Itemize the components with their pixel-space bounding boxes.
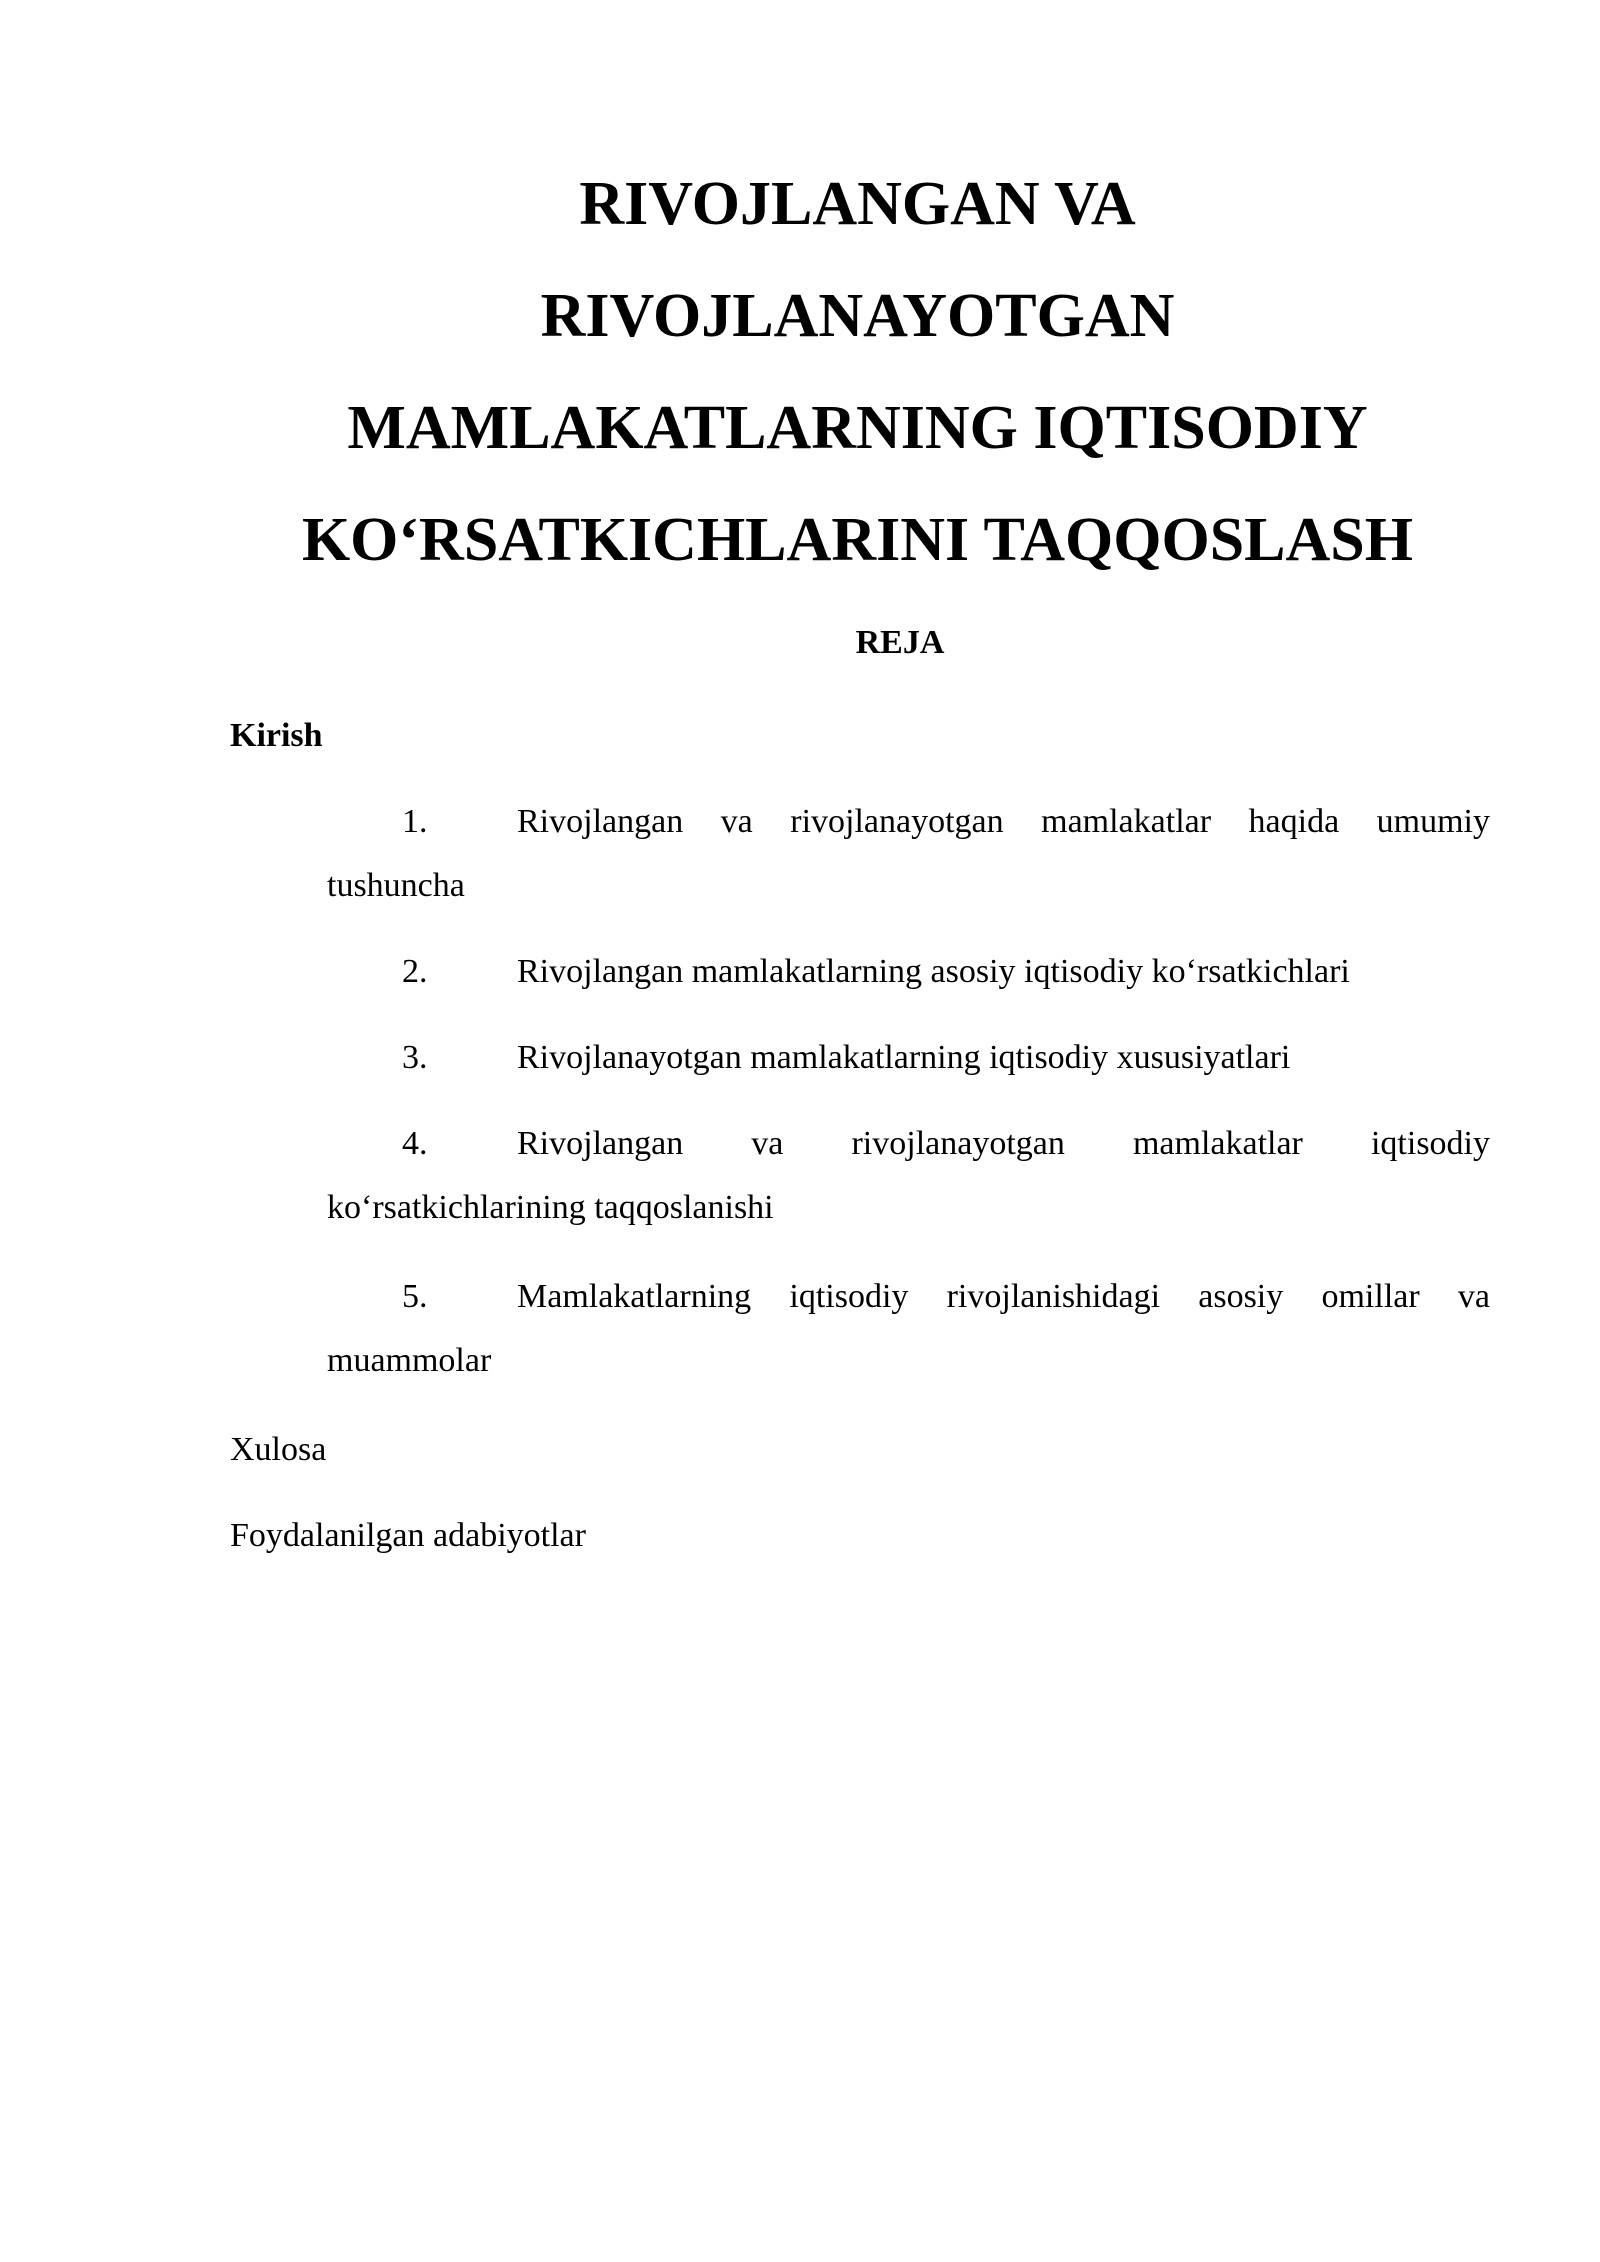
title-line-3: MAMLAKATLARNING IQTISODIY (347, 394, 1368, 462)
plan-item-5 (327, 1265, 1490, 1393)
plan-item-1 (327, 790, 1490, 918)
plan-item-3 (327, 1026, 1490, 1090)
title-line-1: RIVOJLANGAN VA (579, 170, 1136, 238)
title-line-4: KO‘RSATKICHLARINI TAQQOSLASH (301, 506, 1414, 574)
references-heading: Foydalanilgan adabiyotlar (230, 1517, 586, 1554)
plan-item-4 (327, 1112, 1490, 1240)
plan-heading: REJA (855, 624, 945, 661)
plan-item-2 (327, 940, 1490, 1004)
plan-item-number: 5. (402, 1278, 428, 1315)
plan-item-number: 1. (402, 803, 428, 840)
plan-item-text: Mamlakatlarning iqtisodiy rivojlanishidagi asosiy omillar va muammolar (327, 1278, 1490, 1379)
plan-item-number: 3. (402, 1039, 428, 1076)
intro-heading: Kirish (230, 717, 323, 754)
plan-item-text: Rivojlangan mamlakatlarning asosiy iqtisodiy ko‘rsatkichlari (517, 953, 1350, 990)
document-title (230, 148, 1485, 596)
plan-item-text: Rivojlangan va rivojlanayotgan mamlakatlar iqtisodiy ko‘rsatkichlarining taqqoslanishi (327, 1125, 1490, 1226)
plan-item-text: Rivojlangan va rivojlanayotgan mamlakatlar haqida umumiy tushuncha (327, 803, 1490, 904)
title-line-2: RIVOJLANAYOTGAN (540, 282, 1175, 350)
conclusion-heading: Xulosa (230, 1431, 327, 1468)
plan-item-number: 4. (402, 1125, 428, 1162)
plan-item-number: 2. (402, 953, 428, 990)
plan-item-text: Rivojlanayotgan mamlakatlarning iqtisodiy xususiyatlari (517, 1039, 1291, 1076)
